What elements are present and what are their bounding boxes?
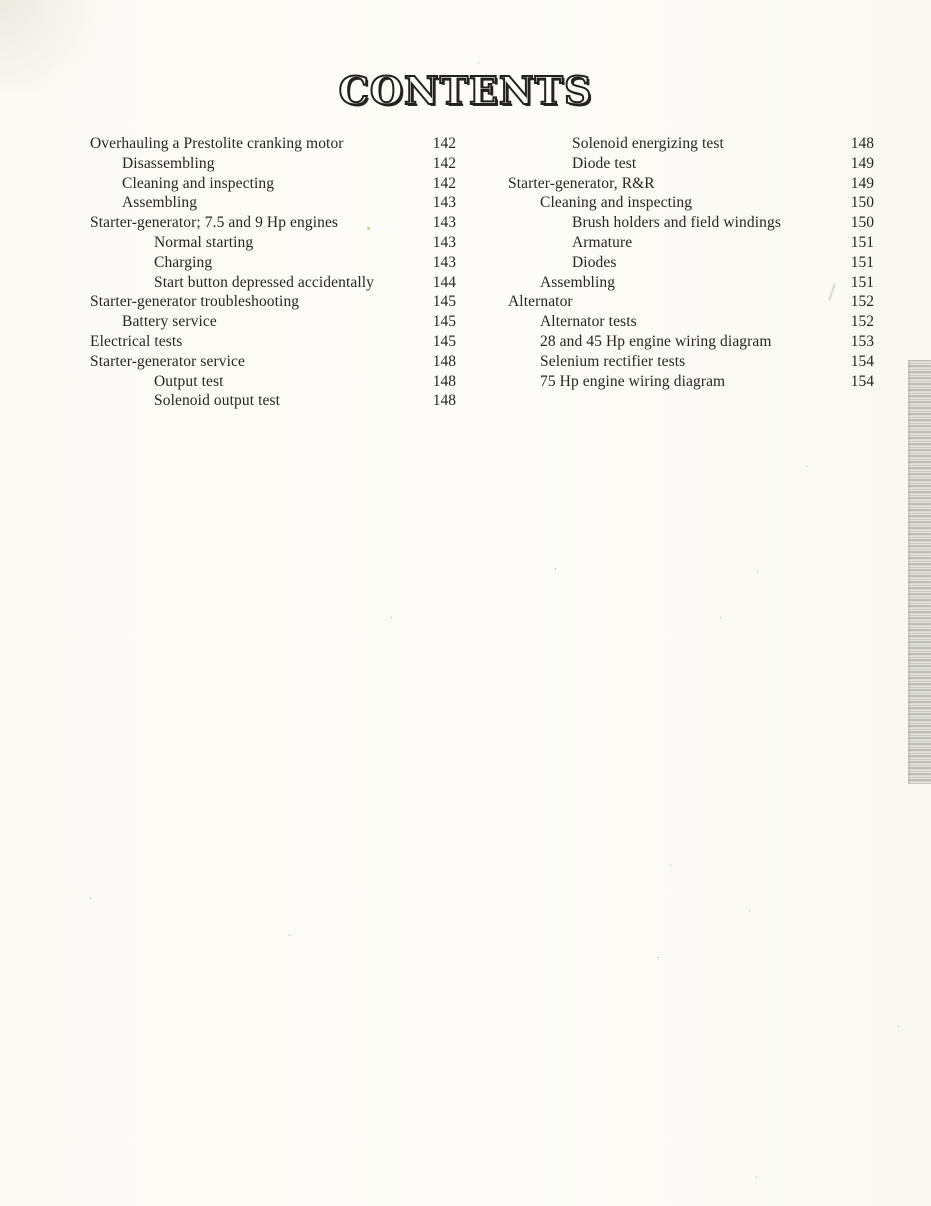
toc-entry-page: 143 bbox=[432, 253, 456, 271]
toc-column-left bbox=[90, 134, 456, 411]
toc-entry-label: Start button depressed accidentally bbox=[154, 273, 375, 291]
toc-entry-label: Cleaning and inspecting bbox=[540, 194, 693, 212]
toc-entry-label: Starter-generator troubleshooting bbox=[90, 293, 300, 311]
toc-entry-label: Brush holders and field windings bbox=[572, 214, 781, 232]
toc-entry bbox=[508, 292, 874, 312]
toc-entry bbox=[90, 233, 456, 253]
dust-mark bbox=[720, 617, 721, 618]
toc-entry-page: 149 bbox=[850, 174, 874, 192]
toc-entry-page: 151 bbox=[850, 253, 874, 271]
dust-mark bbox=[658, 957, 659, 958]
toc-entry-label: Disassembling bbox=[122, 154, 215, 172]
toc-entry-page: 143 bbox=[432, 233, 456, 251]
toc-entry-label: Overhauling a Prestolite cranking motor bbox=[90, 135, 344, 152]
toc-entry-page: 145 bbox=[432, 313, 456, 331]
toc-entry-page: 145 bbox=[432, 293, 456, 311]
dust-mark bbox=[670, 865, 671, 866]
toc-column-right bbox=[508, 134, 874, 391]
toc-entry-label: Starter-generator service bbox=[90, 352, 245, 370]
toc-entry bbox=[90, 174, 456, 194]
toc-entry-page: 142 bbox=[432, 174, 456, 192]
toc-entry bbox=[90, 391, 456, 411]
toc-entry-page: 143 bbox=[432, 194, 456, 212]
toc-entry bbox=[508, 154, 874, 174]
toc-entry-page: 151 bbox=[850, 233, 874, 251]
toc-entry bbox=[90, 213, 456, 233]
toc-entry-label: Cleaning and inspecting bbox=[122, 174, 275, 192]
toc-entry bbox=[508, 233, 874, 253]
toc-entry-label: Solenoid output test bbox=[154, 392, 280, 410]
toc-entry bbox=[508, 332, 874, 352]
toc-entry-label: Charging bbox=[154, 253, 213, 271]
toc-entry-label: Alternator tests bbox=[540, 313, 637, 331]
toc-entry bbox=[508, 273, 874, 293]
toc-entry bbox=[90, 154, 456, 174]
toc-entry bbox=[508, 372, 874, 392]
toc-entry-page: 151 bbox=[850, 273, 874, 291]
toc-entry bbox=[90, 372, 456, 392]
toc-entry bbox=[90, 253, 456, 273]
toc-entry bbox=[90, 352, 456, 372]
toc-entry bbox=[508, 213, 874, 233]
toc-entry-page: 142 bbox=[432, 135, 456, 152]
toc-entry-label: Assembling bbox=[540, 273, 616, 291]
toc-entry bbox=[508, 253, 874, 273]
toc-entry bbox=[90, 292, 456, 312]
dust-mark bbox=[757, 571, 758, 572]
toc-entry-page: 148 bbox=[432, 372, 456, 390]
toc-entry-label: Alternator bbox=[508, 293, 573, 311]
toc-entry bbox=[508, 193, 874, 213]
toc-entry-page: 148 bbox=[850, 135, 874, 152]
toc-entry bbox=[508, 312, 874, 332]
toc-entry-label: Selenium rectifier tests bbox=[540, 352, 686, 370]
toc-entry-page: 150 bbox=[850, 214, 874, 232]
page-title: CONTENTS bbox=[338, 68, 593, 113]
toc-entry bbox=[90, 332, 456, 352]
dust-mark bbox=[756, 1177, 757, 1178]
toc-entry-label: Starter-generator, R&R bbox=[508, 174, 655, 192]
dust-mark bbox=[898, 1026, 899, 1027]
toc-entry-label: Battery service bbox=[122, 313, 217, 331]
toc-entry bbox=[508, 174, 874, 194]
toc-entry bbox=[508, 134, 874, 154]
dust-mark bbox=[478, 62, 479, 63]
toc-entry-label: Diode test bbox=[572, 154, 637, 172]
toc-entry-page: 148 bbox=[432, 392, 456, 410]
toc-entry-page: 145 bbox=[432, 332, 456, 350]
toc-entry bbox=[508, 352, 874, 372]
dust-mark bbox=[289, 935, 290, 936]
toc-entry-page: 142 bbox=[432, 154, 456, 172]
toc-entry-label: Armature bbox=[572, 233, 633, 251]
toc-entry-page: 152 bbox=[850, 293, 874, 311]
toc-entry-page: 148 bbox=[432, 352, 456, 370]
dust-mark bbox=[749, 910, 750, 911]
toc-entry bbox=[90, 193, 456, 213]
toc-entry-label: Normal starting bbox=[154, 233, 254, 251]
toc-entry-page: 144 bbox=[432, 273, 456, 291]
dust-mark bbox=[391, 617, 392, 618]
toc-entry-label: Output test bbox=[154, 372, 224, 390]
dust-mark bbox=[555, 568, 556, 569]
dust-mark bbox=[90, 898, 91, 899]
toc-entry-page: 152 bbox=[850, 313, 874, 331]
toc-entry bbox=[90, 273, 456, 293]
toc-entry-page: 149 bbox=[850, 154, 874, 172]
dust-mark bbox=[806, 466, 807, 467]
toc-entry-page: 154 bbox=[850, 372, 874, 390]
toc-entry-label: Starter-generator; 7.5 and 9 Hp engines bbox=[90, 214, 339, 232]
toc-entry-label: Assembling bbox=[122, 194, 198, 212]
toc-entry bbox=[90, 312, 456, 332]
toc-entry-page: 154 bbox=[850, 352, 874, 370]
toc-entry bbox=[90, 134, 456, 154]
toc-entry-page: 153 bbox=[850, 332, 874, 350]
page-edge-binding bbox=[908, 360, 931, 784]
toc-entry-page: 150 bbox=[850, 194, 874, 212]
toc-entry-label: 75 Hp engine wiring diagram bbox=[540, 372, 726, 390]
toc-entry-page: 143 bbox=[432, 214, 456, 232]
toc-entry-label: Electrical tests bbox=[90, 332, 183, 350]
toc-entry-label: Diodes bbox=[572, 253, 617, 271]
paper-speck bbox=[367, 227, 370, 230]
toc-entry-label: 28 and 45 Hp engine wiring diagram bbox=[540, 332, 772, 350]
toc-entry-label: Solenoid energizing test bbox=[572, 135, 724, 152]
